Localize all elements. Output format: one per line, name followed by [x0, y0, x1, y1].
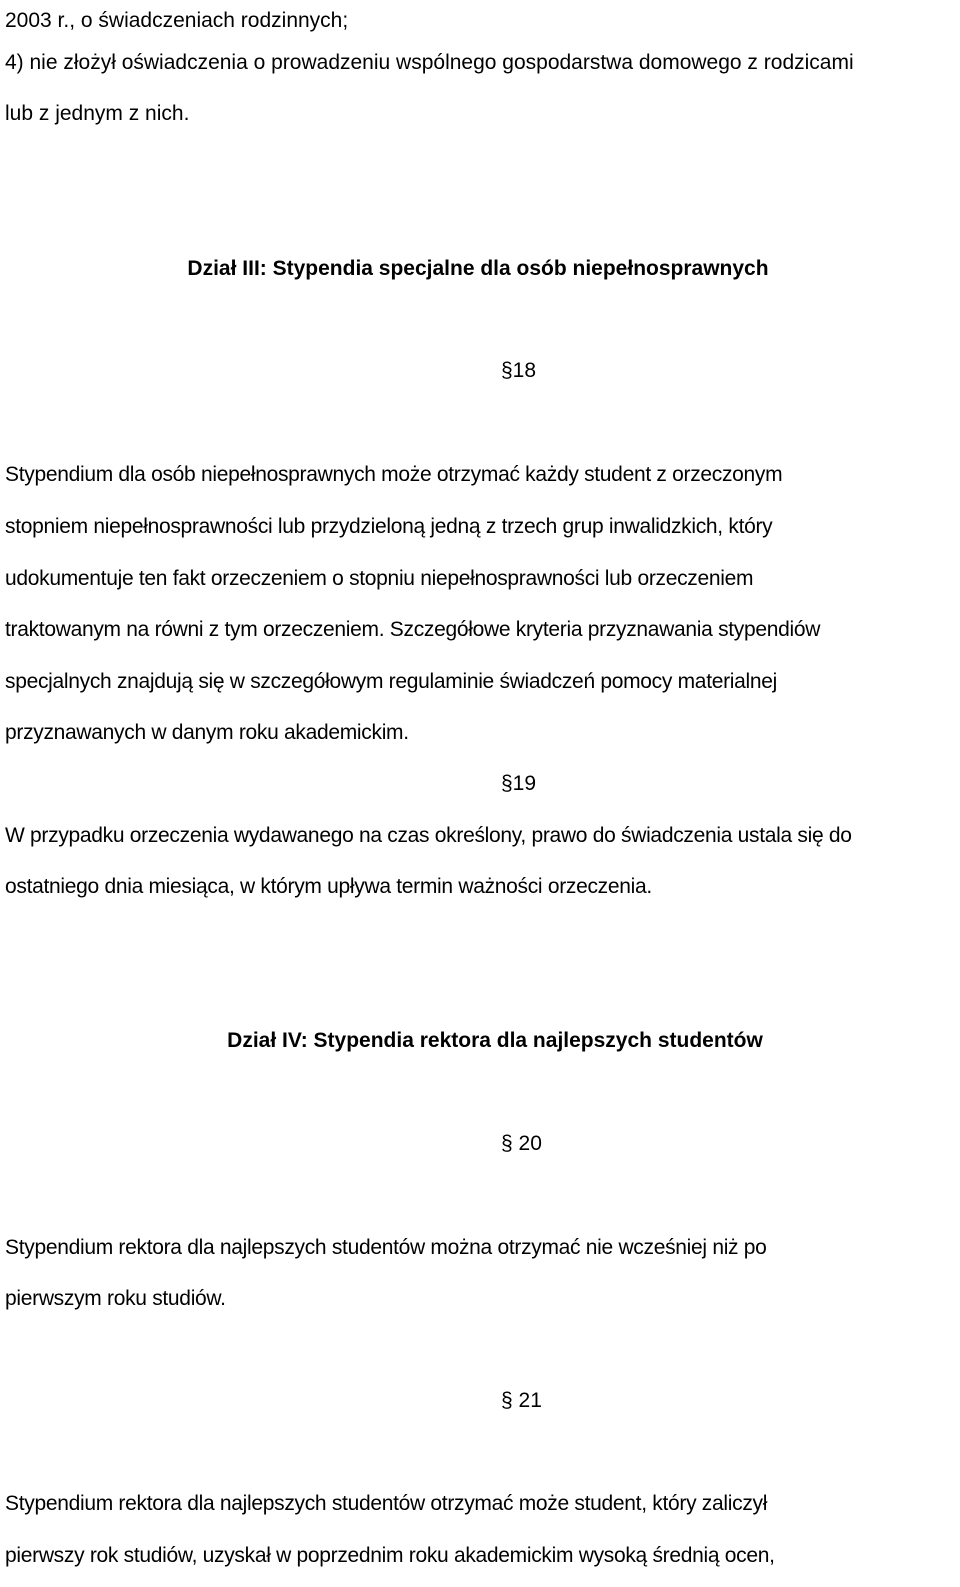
text-line: Stypendium dla osób niepełnosprawnych może otrzymać każdy student z orzeczonym	[5, 463, 783, 486]
text-line: Stypendium rektora dla najlepszych studentów można otrzymać nie wcześniej niż po	[5, 1236, 767, 1259]
text-line: traktowanym na równi z tym orzeczeniem. Szczegółowe kryteria przyznawania stypendiów	[5, 618, 821, 641]
text-line: ostatniego dnia miesiąca, w którym upływa termin ważności orzeczenia.	[5, 875, 652, 898]
text-line: 4) nie złożył oświadczenia o prowadzeniu wspólnego gospodarstwa domowego z rodzicami	[5, 51, 854, 74]
text-line: W przypadku orzeczenia wydawanego na czas określony, prawo do świadczenia ustala się do	[5, 824, 852, 847]
text-line: 2003 r., o świadczeniach rodzinnych;	[5, 9, 349, 32]
text-line: pierwszy rok studiów, uzyskał w poprzednim roku akademickim wysoką średnią ocen,	[5, 1544, 775, 1567]
text-line: specjalnych znajdują się w szczegółowym regulaminie świadczeń pomocy materialnej	[5, 670, 778, 693]
paragraph-number: § 21	[501, 1389, 542, 1412]
text-line: lub z jednym z nich.	[5, 102, 190, 125]
text-line: przyznawanych w danym roku akademickim.	[5, 721, 409, 744]
section-title: Dział III: Stypendia specjalne dla osób niepełnosprawnych	[187, 257, 769, 280]
section-title: Dział IV: Stypendia rektora dla najlepszych studentów	[227, 1029, 763, 1052]
text-line: stopniem niepełnosprawności lub przydzieloną jedną z trzech grup inwalidzkich, który	[5, 515, 773, 538]
text-line: pierwszym roku studiów.	[5, 1287, 226, 1310]
text-line: udokumentuje ten fakt orzeczeniem o stopniu niepełnosprawności lub orzeczeniem	[5, 567, 754, 590]
paragraph-number: § 20	[501, 1132, 542, 1155]
paragraph-number: §19	[501, 772, 537, 795]
paragraph-number: §18	[501, 359, 537, 382]
text-line: Stypendium rektora dla najlepszych studentów otrzymać może student, który zaliczył	[5, 1492, 768, 1515]
